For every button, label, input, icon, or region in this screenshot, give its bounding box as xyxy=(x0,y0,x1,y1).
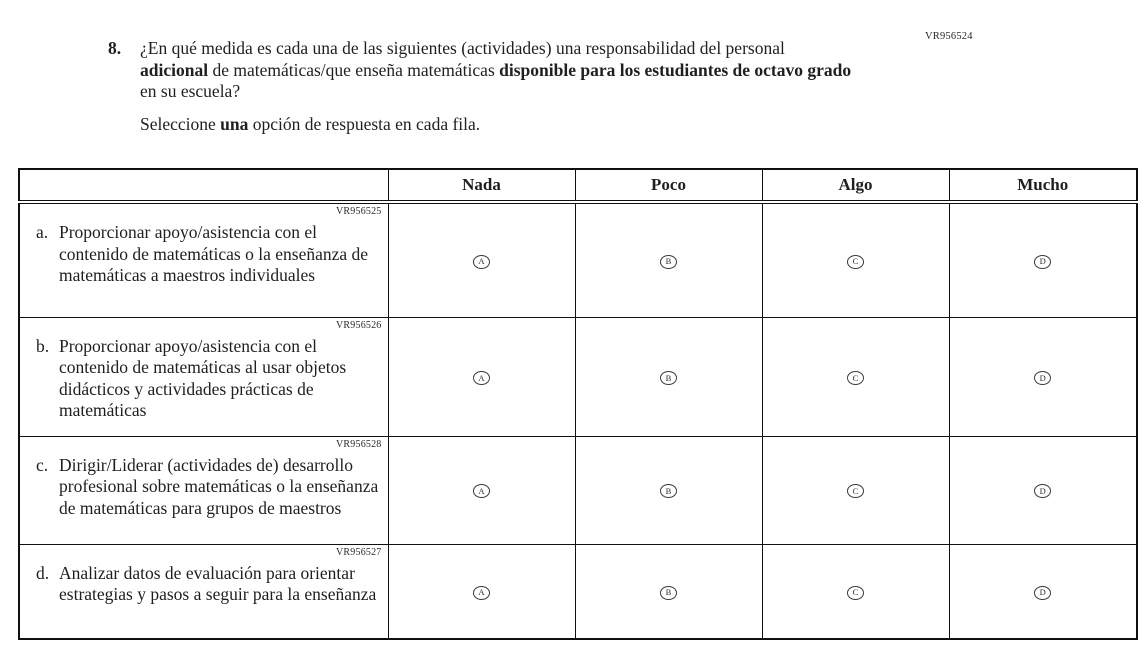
response-cell xyxy=(575,202,762,317)
bubble-option-a[interactable] xyxy=(473,586,490,600)
response-cell xyxy=(762,544,949,639)
bubble-letter: D xyxy=(1039,372,1046,383)
bubble-letter: C xyxy=(852,587,859,598)
bubble-option-d[interactable] xyxy=(1034,484,1051,498)
bubble-letter: B xyxy=(665,372,672,383)
bubble-option-c[interactable] xyxy=(847,255,864,269)
table-row xyxy=(19,436,1137,544)
column-header-nada: Nada xyxy=(388,169,575,202)
table-row xyxy=(19,202,1137,317)
question-text-part: de matemáticas/que enseña matemáticas xyxy=(208,59,500,80)
item-code-d: VR956527 xyxy=(336,546,382,558)
bubble-letter: C xyxy=(852,486,859,496)
question-block xyxy=(108,38,853,135)
item-text-d: Analizar datos de evaluación para orientar estrategias y pasos a seguir para la enseñanza xyxy=(59,562,377,604)
bubble-option-c[interactable] xyxy=(847,371,864,385)
bubble-letter: C xyxy=(852,372,859,383)
table-row xyxy=(19,544,1137,639)
item-cell-a xyxy=(19,202,388,317)
item-label-c: c. xyxy=(36,454,49,475)
question-text xyxy=(140,38,853,103)
bubble-option-a[interactable] xyxy=(473,255,490,269)
response-cell xyxy=(388,317,575,436)
bubble-option-a[interactable] xyxy=(473,371,490,385)
bubble-option-a[interactable] xyxy=(473,484,490,498)
response-cell xyxy=(762,317,949,436)
question-text-part: ¿En qué medida es cada una de las siguientes (actividades) una responsabilidad del personal xyxy=(140,38,785,58)
question-text-bold: disponible para los estudiantes de octavo grado xyxy=(499,59,852,80)
item-label-d: d. xyxy=(36,562,50,583)
response-cell xyxy=(388,202,575,317)
response-cell xyxy=(575,544,762,639)
bubble-option-b[interactable] xyxy=(660,255,677,269)
item-code-b: VR956526 xyxy=(336,319,382,331)
instruction-part: Seleccione xyxy=(140,113,221,134)
item-cell-c xyxy=(19,436,388,544)
bubble-option-d[interactable] xyxy=(1034,371,1051,385)
column-header-mucho: Mucho xyxy=(949,169,1137,202)
item-label-b: b. xyxy=(36,335,50,356)
bubble-letter: B xyxy=(665,256,672,267)
bubble-letter: C xyxy=(852,256,859,267)
bubble-letter: A xyxy=(478,256,485,267)
response-cell xyxy=(949,202,1137,317)
response-cell xyxy=(762,436,949,544)
item-cell-b xyxy=(19,317,388,436)
response-matrix-table xyxy=(18,168,1138,640)
bubble-letter: D xyxy=(1039,486,1046,496)
instruction-text xyxy=(140,114,853,136)
question-text-bold: adicional xyxy=(140,59,209,80)
bubble-letter: A xyxy=(478,372,485,383)
bubble-option-d[interactable] xyxy=(1034,255,1051,269)
bubble-option-b[interactable] xyxy=(660,371,677,385)
instruction-bold: una xyxy=(220,113,249,134)
response-cell xyxy=(388,436,575,544)
item-text-b: Proporcionar apoyo/asistencia con el contenido de matemáticas al usar objetos didácticos y actividades prácticas de matemáticas xyxy=(59,335,347,420)
bubble-option-b[interactable] xyxy=(660,484,677,498)
question-text-part: en su escuela? xyxy=(140,81,241,101)
item-label-a: a. xyxy=(36,222,49,242)
instruction-part: opción de respuesta en cada fila. xyxy=(248,113,481,134)
response-cell xyxy=(575,317,762,436)
response-cell xyxy=(762,202,949,317)
bubble-letter: A xyxy=(478,587,485,598)
bubble-option-b[interactable] xyxy=(660,586,677,600)
column-header-poco: Poco xyxy=(575,169,762,202)
column-header-algo: Algo xyxy=(762,169,949,202)
bubble-letter: A xyxy=(478,486,485,496)
response-cell xyxy=(575,436,762,544)
bubble-letter: B xyxy=(665,587,672,598)
page-form-code: VR956524 xyxy=(925,31,973,42)
bubble-letter: B xyxy=(665,486,672,496)
bubble-option-c[interactable] xyxy=(847,484,864,498)
bubble-option-d[interactable] xyxy=(1034,586,1051,600)
response-cell xyxy=(388,544,575,639)
table-row xyxy=(19,317,1137,436)
response-cell xyxy=(949,436,1137,544)
response-cell xyxy=(949,544,1137,639)
item-code-a: VR956525 xyxy=(336,206,382,217)
item-text-a: Proporcionar apoyo/asistencia con el contenido de matemáticas o la enseñanza de matemáticas a maestros individuales xyxy=(59,222,369,285)
item-text-c: Dirigir/Liderar (actividades de) desarrollo profesional sobre matemáticas o la enseñanza de matemáticas para grupos de maestros xyxy=(59,454,379,518)
bubble-letter: D xyxy=(1039,256,1046,267)
item-cell-d xyxy=(19,544,388,639)
bubble-letter: D xyxy=(1039,587,1046,598)
bubble-option-c[interactable] xyxy=(847,586,864,600)
item-code-c: VR956528 xyxy=(336,438,382,450)
question-number: 8. xyxy=(108,38,122,58)
table-header-row xyxy=(19,169,1137,202)
response-cell xyxy=(949,317,1137,436)
header-blank-cell xyxy=(19,169,388,202)
